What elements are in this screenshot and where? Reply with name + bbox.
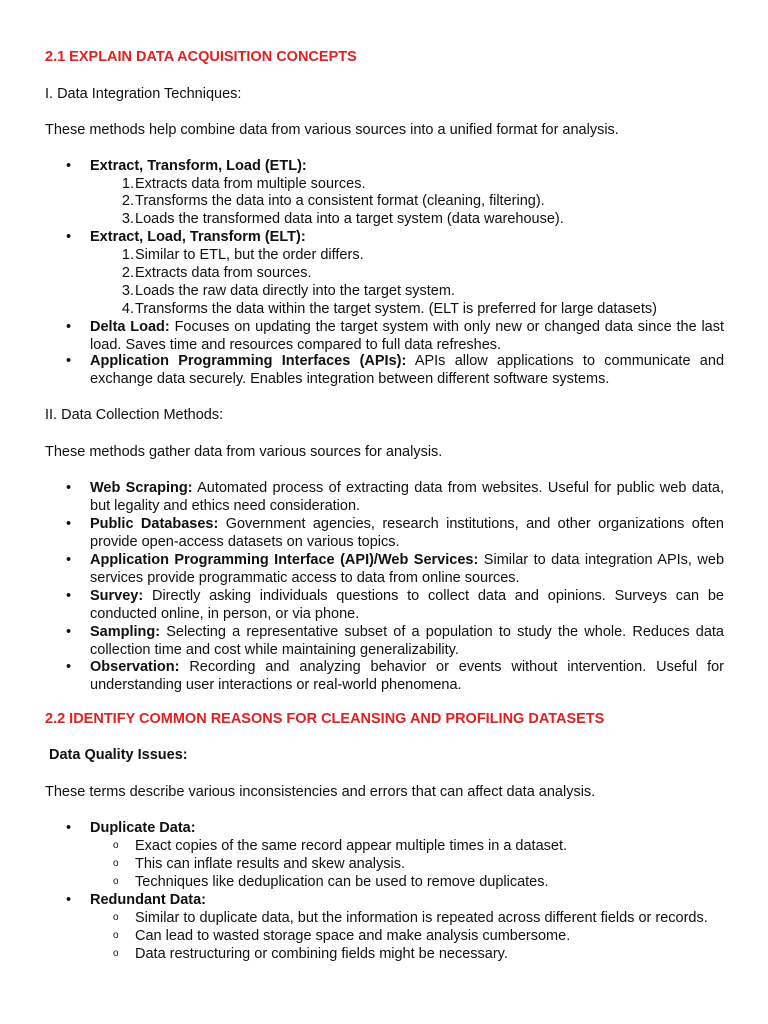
list-number: 4. xyxy=(121,301,134,317)
elt-step: Similar to ETL, but the order differs. xyxy=(135,247,364,263)
bullet-marker: • xyxy=(66,319,72,335)
method-item xyxy=(90,587,724,623)
description: APIs allow applications to communicate and exchange data securely. Enables integration between different software systems. xyxy=(90,353,725,387)
list-number: 1. xyxy=(121,176,134,192)
bullet-marker: • xyxy=(66,659,72,675)
circle-bullet: o xyxy=(113,858,119,869)
redundant-data-point: Can lead to wasted storage space and make analysis cumbersome. xyxy=(135,928,571,944)
list-number: 2. xyxy=(121,193,134,209)
description: Focuses on updating the target system with only new or changed data since the last load. Saves time and resources compared to full data refreshes. xyxy=(90,319,725,353)
description: Selecting a representative subset of a population to study the whole. Reduces data collection time and cost while maintaining generalizability. xyxy=(90,624,724,658)
term: Delta Load: xyxy=(90,319,170,335)
description: Recording and analyzing behavior or events without intervention. Useful for understanding user interactions or real-world phenomena. xyxy=(90,659,725,693)
duplicate-data-title: Duplicate Data: xyxy=(90,820,196,836)
etl-step: Loads the transformed data into a target system (data warehouse). xyxy=(135,211,564,227)
elt-step: Transforms the data within the target system. (ELT is preferred for large datasets) xyxy=(135,301,657,317)
elt-step: Extracts data from sources. xyxy=(135,265,312,281)
intro-paragraph: These terms describe various inconsistencies and errors that can affect data analysis. xyxy=(45,784,596,800)
redundant-data-title: Redundant Data: xyxy=(90,892,206,908)
bullet-marker: • xyxy=(66,552,72,568)
method-item xyxy=(90,515,724,551)
term: Public Databases: xyxy=(90,516,219,532)
term: Sampling: xyxy=(90,624,161,640)
section-heading-2-2: 2.2 IDENTIFY COMMON REASONS FOR CLEANSING AND PROFILING DATASETS xyxy=(45,711,605,727)
etl-step: Extracts data from multiple sources. xyxy=(135,176,366,192)
etl-title: Extract, Transform, Load (ETL): xyxy=(90,158,307,174)
circle-bullet: o xyxy=(113,930,119,941)
term: Web Scraping: xyxy=(90,480,193,496)
subheading-data-integration: I. Data Integration Techniques: xyxy=(45,86,242,102)
method-item xyxy=(90,658,724,694)
circle-bullet: o xyxy=(113,912,119,923)
bullet-marker: • xyxy=(66,229,72,245)
elt-title: Extract, Load, Transform (ELT): xyxy=(90,229,306,245)
term: Application Programming Interfaces (APIs): xyxy=(90,353,407,369)
circle-bullet: o xyxy=(113,840,119,851)
elt-step: Loads the raw data directly into the target system. xyxy=(135,283,455,299)
description: Directly asking individuals questions to collect data and opinions. Surveys can be conducted online, in person, or via phone. xyxy=(90,588,724,622)
circle-bullet: o xyxy=(113,948,119,959)
bullet-marker: • xyxy=(66,516,72,532)
method-item xyxy=(90,551,724,587)
description: Automated process of extracting data from websites. Useful for public web data, but legality and ethics need consideration. xyxy=(90,480,724,514)
etl-step: Transforms the data into a consistent format (cleaning, filtering). xyxy=(135,193,545,209)
bullet-marker: • xyxy=(66,480,72,496)
term: Survey: xyxy=(90,588,144,604)
term: Application Programming Interface (API)/Web Services: xyxy=(90,552,479,568)
duplicate-data-point: Exact copies of the same record appear multiple times in a dataset. xyxy=(135,838,567,854)
section-heading-2-1: 2.1 EXPLAIN DATA ACQUISITION CONCEPTS xyxy=(45,49,357,65)
list-number: 3. xyxy=(121,211,134,227)
list-number: 2. xyxy=(121,265,134,281)
list-number: 1. xyxy=(121,247,134,263)
list-number: 3. xyxy=(121,283,134,299)
bullet-marker: • xyxy=(66,158,72,174)
method-item xyxy=(90,623,724,659)
duplicate-data-point: This can inflate results and skew analysis. xyxy=(135,856,405,872)
description: Government agencies, research institutions, and other organizations often provide open-access datasets on various topics. xyxy=(90,516,724,550)
delta-load-item xyxy=(90,318,724,354)
intro-paragraph: These methods gather data from various sources for analysis. xyxy=(45,444,443,460)
duplicate-data-point: Techniques like deduplication can be used to remove duplicates. xyxy=(135,874,549,890)
redundant-data-point: Similar to duplicate data, but the information is repeated across different fields or records. xyxy=(135,910,708,926)
bullet-marker: • xyxy=(66,588,72,604)
subheading-data-collection: II. Data Collection Methods: xyxy=(45,407,224,423)
bullet-marker: • xyxy=(66,353,72,369)
method-item xyxy=(90,479,724,515)
subheading-data-quality: Data Quality Issues: xyxy=(49,747,188,763)
redundant-data-point: Data restructuring or combining fields might be necessary. xyxy=(135,946,508,962)
bullet-marker: • xyxy=(66,624,72,640)
term: Observation: xyxy=(90,659,180,675)
circle-bullet: o xyxy=(113,876,119,887)
bullet-marker: • xyxy=(66,820,72,836)
apis-item xyxy=(90,352,724,388)
bullet-marker: • xyxy=(66,892,72,908)
intro-paragraph: These methods help combine data from various sources into a unified format for analysis. xyxy=(45,122,619,138)
description: Similar to data integration APIs, web services provide programmatic access to data from online sources. xyxy=(90,552,725,586)
